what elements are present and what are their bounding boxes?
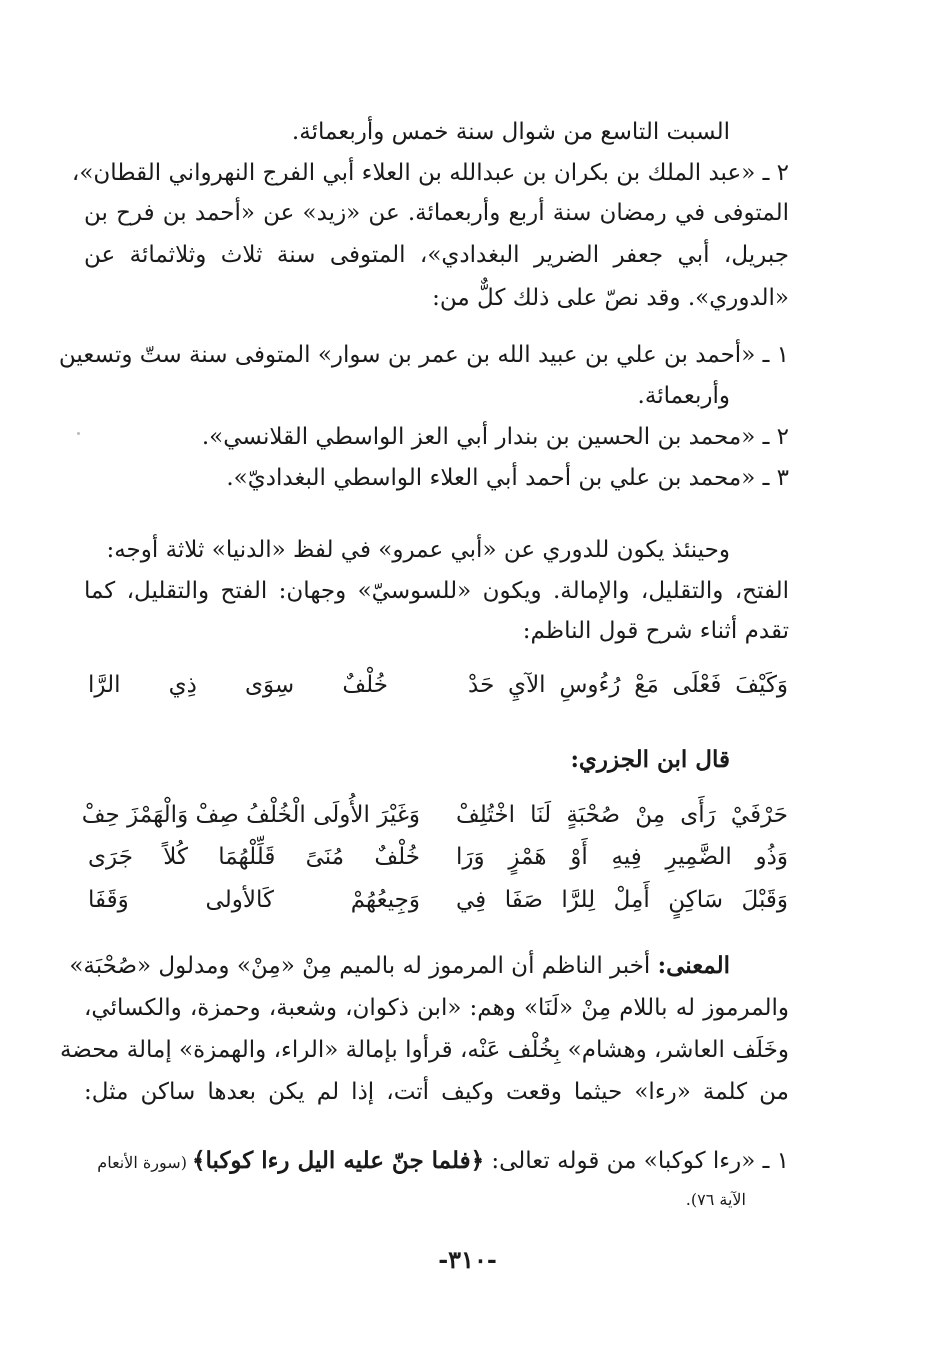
text-line: والمرموز له باللام مِنْ «لَنَا» وهم: «ابن ذكوان، وشعبة، وحمزة، والكسائي، bbox=[84, 995, 789, 1021]
list-item: ٣ ـ «محمد بن علي بن أحمد أبي العلاء الواسطي البغداديّ». bbox=[226, 465, 789, 491]
verse-hemistich-left: خُلْفٌ مُنَىً قَلِّلْهُمَا كُلاً جَرَى bbox=[88, 844, 420, 870]
list-item: ١ ـ «أحمد بن علي بن عبيد الله بن عمر بن سوار» المتوفى سنة ستّ وتسعين bbox=[58, 342, 789, 368]
verse-hemistich-right: حَرْفَيْ رَأَى مِنْ صُحْبَةٍ لَنَا اخْتُلِفْ bbox=[456, 802, 788, 828]
text-line: الفتح، والتقليل، والإمالة. ويكون «للسوسيّ» وجهان: الفتح والتقليل، كما bbox=[84, 578, 789, 604]
text-line bbox=[69, 951, 730, 981]
list-item-continuation bbox=[546, 1183, 746, 1215]
page-number: -٣١٠- bbox=[438, 1245, 497, 1274]
verse-line bbox=[81, 798, 788, 832]
verse-line bbox=[88, 840, 788, 874]
ayah-reference: الآية ٧٦). bbox=[685, 1190, 746, 1209]
text-line: وحينئذ يكون للدوري عن «أبي عمرو» في لفظ «الدنيا» ثلاثة أوجه: bbox=[106, 537, 730, 563]
list-item-continuation: وأربعمائة. bbox=[637, 383, 730, 409]
verse-hemistich-left: خُلْفٌ سِوَى ذِي الرَّا bbox=[88, 672, 388, 698]
verse-hemistich-left: وَغَيْرَ الأُولَى الْخُلْفُ صِفْ وَالْهَمْزَ حِفْ bbox=[81, 802, 420, 828]
text-line: «الدوري». وقد نصّ على ذلك كلٌّ من: bbox=[432, 285, 789, 311]
text-line: جبريل، أبي جعفر الضرير البغدادي»، المتوفى سنة ثلاث وثلاثمائة عن bbox=[84, 242, 789, 268]
meaning-label: المعنى: bbox=[657, 952, 730, 979]
example-prefix: ١ ـ «رءا كوكبا» من قوله تعالى: bbox=[484, 1148, 789, 1174]
text-line: السبت التاسع من شوال سنة خمس وأربعمائة. bbox=[291, 119, 730, 145]
verse-line bbox=[88, 883, 788, 917]
list-item bbox=[84, 1146, 789, 1178]
section-heading: قال ابن الجزري: bbox=[570, 746, 730, 773]
verse-hemistich-right: وَذُو الضَّمِيرِ فِيهِ أَوْ هَمْزٍ وَرَا bbox=[456, 844, 788, 870]
surah-reference: (سورة الأنعام bbox=[97, 1153, 193, 1172]
verse-hemistich-left: وَجِيعُهُمْ كَالأولى وَقَفَا bbox=[88, 887, 420, 913]
text-line: ٢ ـ «عبد الملك بن بكران بن عبدالله بن العلاء أبي الفرج النهرواني القطان»، bbox=[71, 160, 789, 186]
meaning-text: أخبر الناظم أن المرموز له بالميم مِنْ «مِنْ» ومدلول «صُحْبَة» bbox=[69, 953, 658, 979]
verse-line bbox=[88, 668, 788, 702]
verse-hemistich-right: وَقَبْلَ سَاكِنٍ أَمِلْ لِلرَّا صَفَا فِي bbox=[456, 887, 788, 913]
text-line: وخَلَف العاشر، وهشام» بِخُلْف عَنْه، قرأوا بإمالة «الراء، والهمزة» إمالة محضة bbox=[59, 1037, 789, 1063]
text-line: المتوفى في رمضان سنة أربع وأربعمائة. عن «زيد» عن «أحمد بن فرح بن bbox=[84, 200, 789, 226]
verse-hemistich-right: وَكَيْفَ فَعْلَى مَعْ رُءُوسِ الآيِ حَدْ bbox=[468, 672, 788, 698]
text-line: من كلمة «رءا» حيثما وقعت وكيف أتت، إذا لم يكن بعدها ساكن مثل: bbox=[84, 1079, 789, 1105]
scan-speck bbox=[77, 432, 80, 435]
quran-verse: ﴿فلما جنّ عليه اليل رءا كوكبا﴾ bbox=[192, 1147, 485, 1174]
list-item: ٢ ـ «محمد بن الحسين بن بندار أبي العز الواسطي القلانسي». bbox=[201, 424, 789, 450]
text-line: تقدم أثناء شرح قول الناظم: bbox=[522, 618, 789, 644]
